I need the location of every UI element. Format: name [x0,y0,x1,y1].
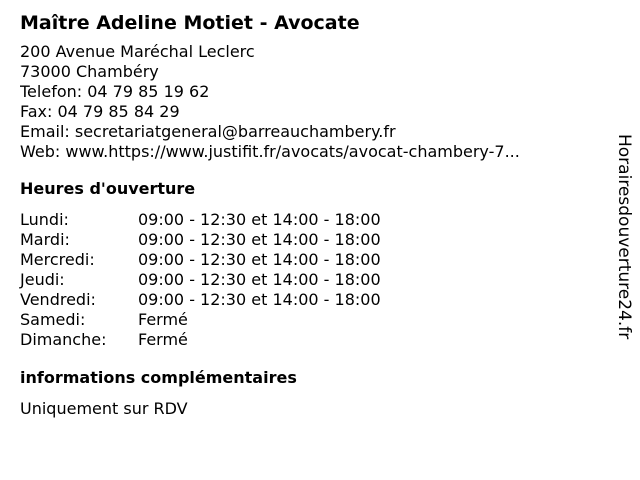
hours-row-saturday [20,310,600,330]
hours-row-sunday [20,330,600,350]
day-hours: 09:00 - 12:30 et 14:00 - 18:00 [138,210,381,229]
day-label: Mercredi: [20,250,95,269]
hours-row-friday [20,290,600,310]
extra-info-heading: informations complémentaires [20,368,297,387]
day-label: Mardi: [20,230,70,249]
web-line: Web: www.https://www.justifit.fr/avocats/avocat-chambery-7... [20,142,520,161]
hours-row-monday [20,210,600,230]
site-watermark: Horairesdouverture24.fr [614,134,634,340]
address-line-1: 200 Avenue Maréchal Leclerc [20,42,255,61]
day-hours: Fermé [138,330,188,349]
day-hours: Fermé [138,310,188,329]
day-label: Samedi: [20,310,86,329]
fax-line: Fax: 04 79 85 84 29 [20,102,180,121]
day-hours: 09:00 - 12:30 et 14:00 - 18:00 [138,230,381,249]
hours-row-thursday [20,270,600,290]
hours-row-tuesday [20,230,600,250]
hours-heading: Heures d'ouverture [20,179,196,198]
hours-table [20,210,600,350]
email-line: Email: secretariatgeneral@barreauchambery.fr [20,122,396,141]
day-label: Dimanche: [20,330,107,349]
day-label: Vendredi: [20,290,96,309]
hours-row-wednesday [20,250,600,270]
business-card [20,10,600,419]
day-hours: 09:00 - 12:30 et 14:00 - 18:00 [138,290,381,309]
phone-line: Telefon: 04 79 85 19 62 [20,82,210,101]
address-line-2: 73000 Chambéry [20,62,159,81]
day-hours: 09:00 - 12:30 et 14:00 - 18:00 [138,250,381,269]
business-title: Maître Adeline Motiet - Avocate [20,12,360,34]
day-label: Lundi: [20,210,69,229]
day-hours: 09:00 - 12:30 et 14:00 - 18:00 [138,270,381,289]
extra-info-text: Uniquement sur RDV [20,399,188,418]
day-label: Jeudi: [20,270,65,289]
